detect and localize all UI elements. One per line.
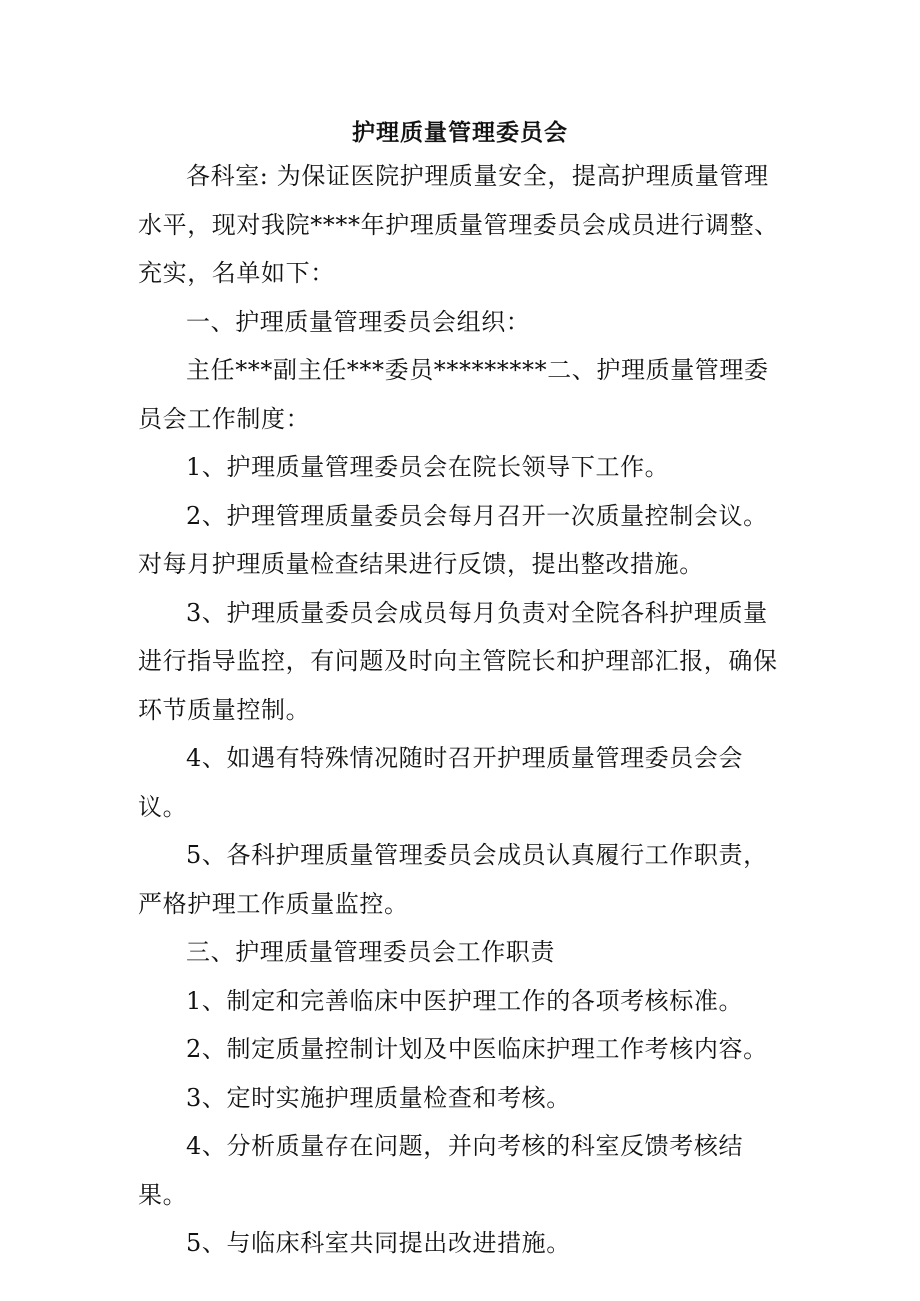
rule-item-2-continued: 对每月护理质量检查结果进行反馈，提出整改措施。 — [138, 550, 704, 578]
rule-item-5: 5、各科护理质量管理委员会成员认真履行工作职责，严格护理工作质量监控。 — [138, 841, 768, 918]
section-heading-duties: 三、护理质量管理委员会工作职责 — [186, 938, 555, 966]
intro-paragraph: 各科室: 为保证医院护理质量安全，提高护理质量管理水平，现对我院****年护理质量管理委员会成员进行调整、充实，名单如下： — [138, 162, 779, 287]
duty-item-2: 2、制定质量控制计划及中医临床护理工作考核内容。 — [186, 1035, 768, 1063]
duty-item-1: 1、制定和完善临床中医护理工作的各项考核标准。 — [186, 986, 744, 1015]
duty-item-4: 4、分析质量存在问题，并向考核的科室反馈考核结果。 — [138, 1132, 744, 1209]
members-paragraph: 主任***副主任***委员*********二、护理质量管理委员会工作制度： — [138, 356, 769, 433]
duty-item-5: 5、与临床科室共同提出改进措施。 — [186, 1229, 571, 1257]
rule-item-1: 1、护理质量管理委员会在院长领导下工作。 — [186, 453, 670, 481]
document-title: 护理质量管理委员会 — [352, 119, 568, 146]
document-body — [138, 152, 786, 1268]
rule-item-2: 2、护理管理质量委员会每月召开一次质量控制会议。 — [186, 501, 768, 530]
duty-item-3: 3、定时实施护理质量检查和考核。 — [186, 1083, 571, 1112]
section-heading-organization: 一、护理质量管理委员会组织： — [186, 307, 531, 336]
rule-item-3: 3、护理质量委员会成员每月负责对全院各科护理质量进行指导监控，有问题及时向主管院长和护理部汇报，确保环节质量控制。 — [138, 598, 778, 724]
rule-item-4: 4、如遇有特殊情况随时召开护理质量管理委员会会议。 — [138, 744, 744, 821]
